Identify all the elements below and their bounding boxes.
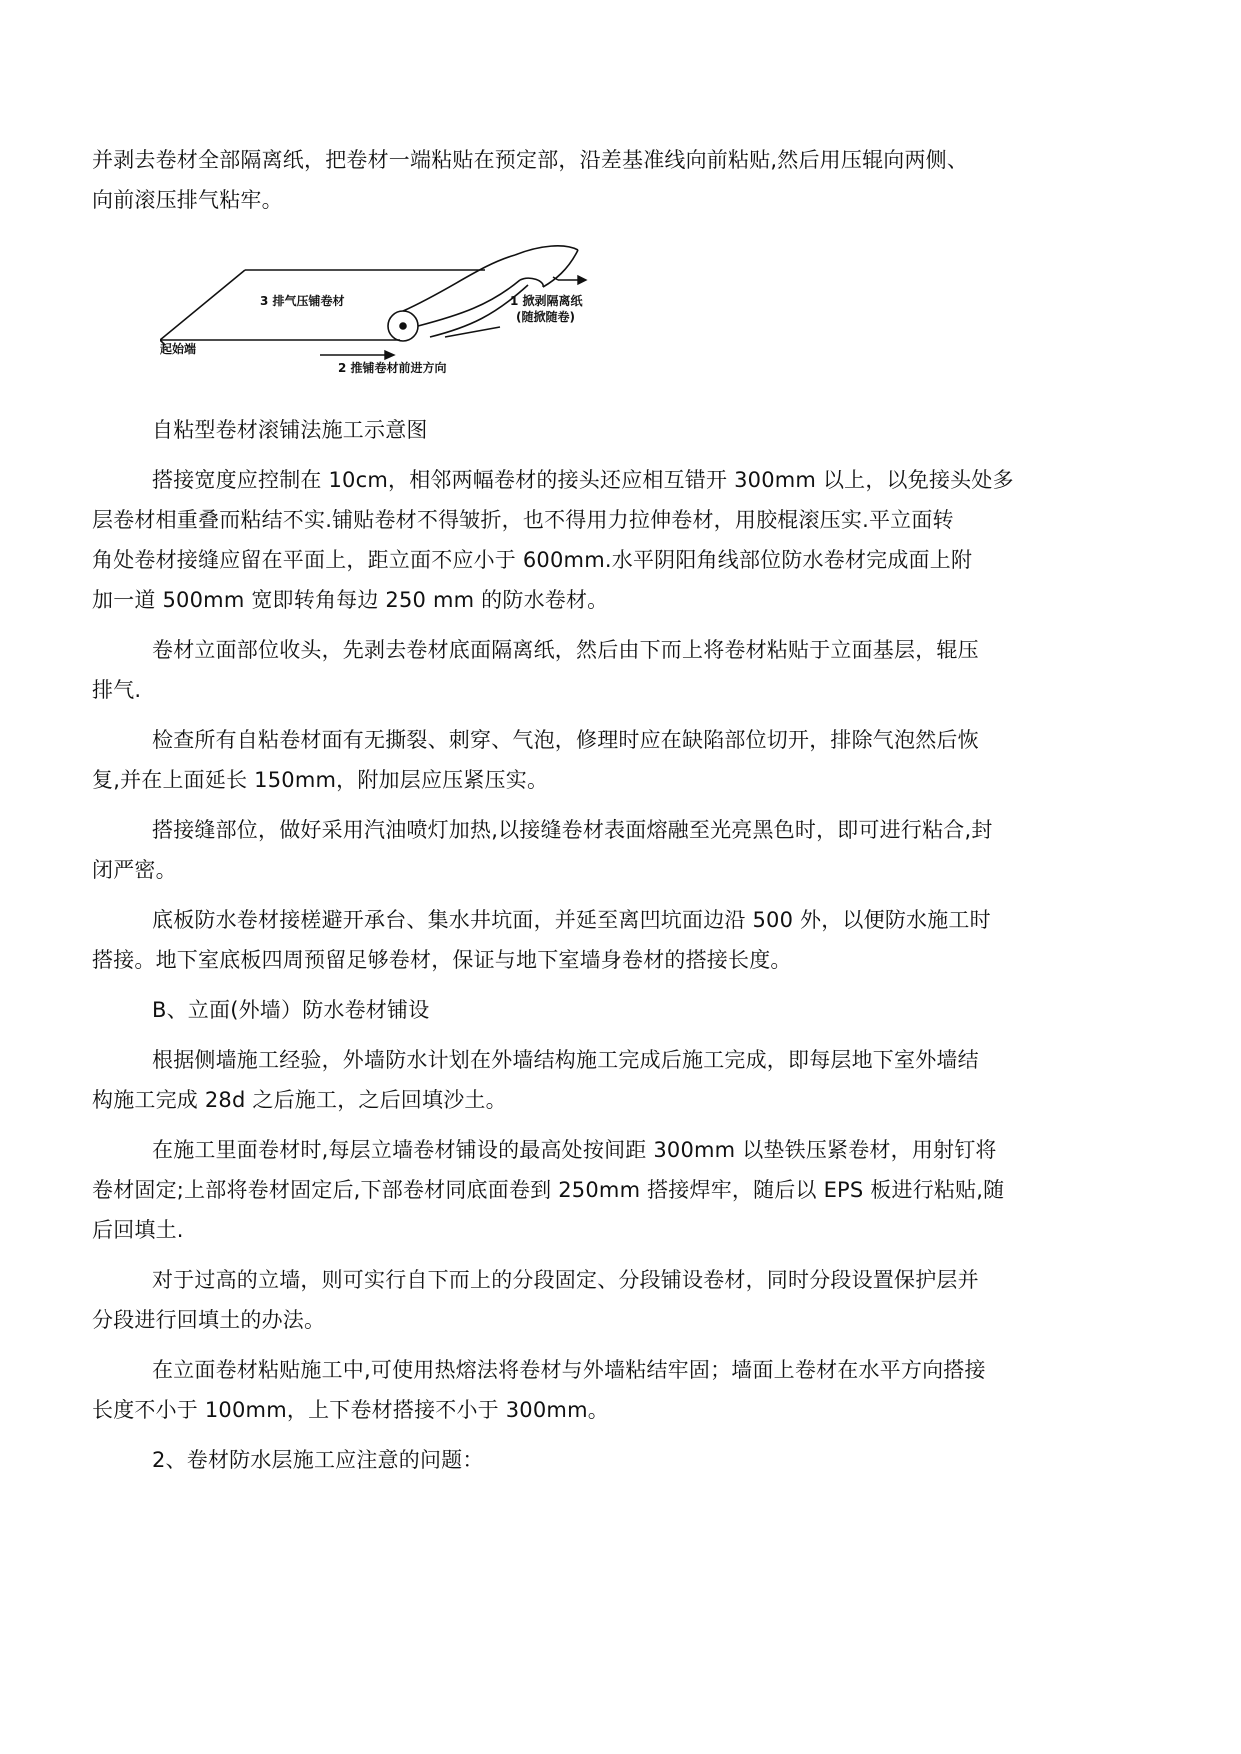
text-line: 搭接宽度应控制在 10cm，相邻两幅卷材的接头还应相互错开 300mm 以上，以免接头处多 <box>152 468 1014 492</box>
step3-label: 3 排气压铺卷材 <box>260 294 345 308</box>
section-heading: B、立面(外墙）防水卷材铺设 <box>152 998 430 1022</box>
text-line: 分段进行回填土的办法。 <box>92 1308 326 1332</box>
text-line: 闭严密。 <box>92 858 177 882</box>
text-line: 层卷材相重叠而粘结不实.铺贴卷材不得皱折，也不得用力拉伸卷材，用胶棍滚压实.平立面转 <box>92 508 954 532</box>
roll-laying-diagram <box>160 245 680 413</box>
text-line: 卷材固定;上部将卷材固定后,下部卷材同底面卷到 250mm 搭接焊牢，随后以 EPS 板进行粘贴,随 <box>92 1178 1005 1202</box>
text-line: 在施工里面卷材时,每层立墙卷材铺设的最高处按间距 300mm 以垫铁压紧卷材，用射钉将 <box>152 1138 997 1162</box>
text-line: 长度不小于 100mm，上下卷材搭接不小于 300mm。 <box>92 1398 609 1422</box>
text-line: 搭接。地下室底板四周预留足够卷材，保证与地下室墙身卷材的搭接长度。 <box>92 948 792 972</box>
text-line: 搭接缝部位，做好采用汽油喷灯加热,以接缝卷材表面熔融至光亮黑色时，即可进行粘合,封 <box>152 818 993 842</box>
roll-body <box>388 255 528 341</box>
step1-sub-label: (随掀随卷) <box>516 310 575 324</box>
start-label: 起始端 <box>160 342 197 356</box>
text-line: 检查所有自粘卷材面有无撕裂、刺穿、气泡，修理时应在缺陷部位切开，排除气泡然后恢 <box>152 728 979 752</box>
text-line: 加一道 500mm 宽即转角每边 250 mm 的防水卷材。 <box>92 588 609 612</box>
text-line: 角处卷材接缝应留在平面上，距立面不应小于 600mm.水平阴阳角线部位防水卷材完成面上附 <box>92 548 973 572</box>
text-line: 根据侧墙施工经验，外墙防水计划在外墙结构施工完成后施工完成，即每层地下室外墙结 <box>152 1048 979 1072</box>
text-line: 后回填土. <box>92 1218 184 1242</box>
advance-arrow <box>320 351 394 359</box>
text-line: 卷材立面部位收头，先剥去卷材底面隔离纸，然后由下而上将卷材粘贴于立面基层，辊压 <box>152 638 979 662</box>
step2-label: 2 推铺卷材前进方向 <box>338 361 447 375</box>
text-line: 对于过高的立墙，则可实行自下而上的分段固定、分段铺设卷材，同时分段设置保护层并 <box>152 1268 979 1292</box>
text-line: 底板防水卷材接槎避开承台、集水井坑面，并延至离凹坑面边沿 500 外，以便防水施工时 <box>152 908 991 932</box>
text-line: 排气. <box>92 678 142 702</box>
text-line: 并剥去卷材全部隔离纸，把卷材一端粘贴在预定部，沿差基准线向前粘贴,然后用压辊向两侧、 <box>92 148 969 172</box>
text-line: 构施工完成 28d 之后施工，之后回填沙土。 <box>92 1088 507 1112</box>
text-line: 向前滚压排气粘牢。 <box>92 188 283 212</box>
text-line: 复,并在上面延长 150mm，附加层应压紧压实。 <box>92 768 549 792</box>
step1-label: 1 掀剥隔离纸 <box>510 294 583 308</box>
text-line: 在立面卷材粘贴施工中,可使用热熔法将卷材与外墙粘结牢固；墙面上卷材在水平方向搭接 <box>152 1358 986 1382</box>
section-heading: 2、卷材防水层施工应注意的问题： <box>152 1448 484 1472</box>
figure-caption: 自粘型卷材滚铺法施工示意图 <box>152 418 428 442</box>
